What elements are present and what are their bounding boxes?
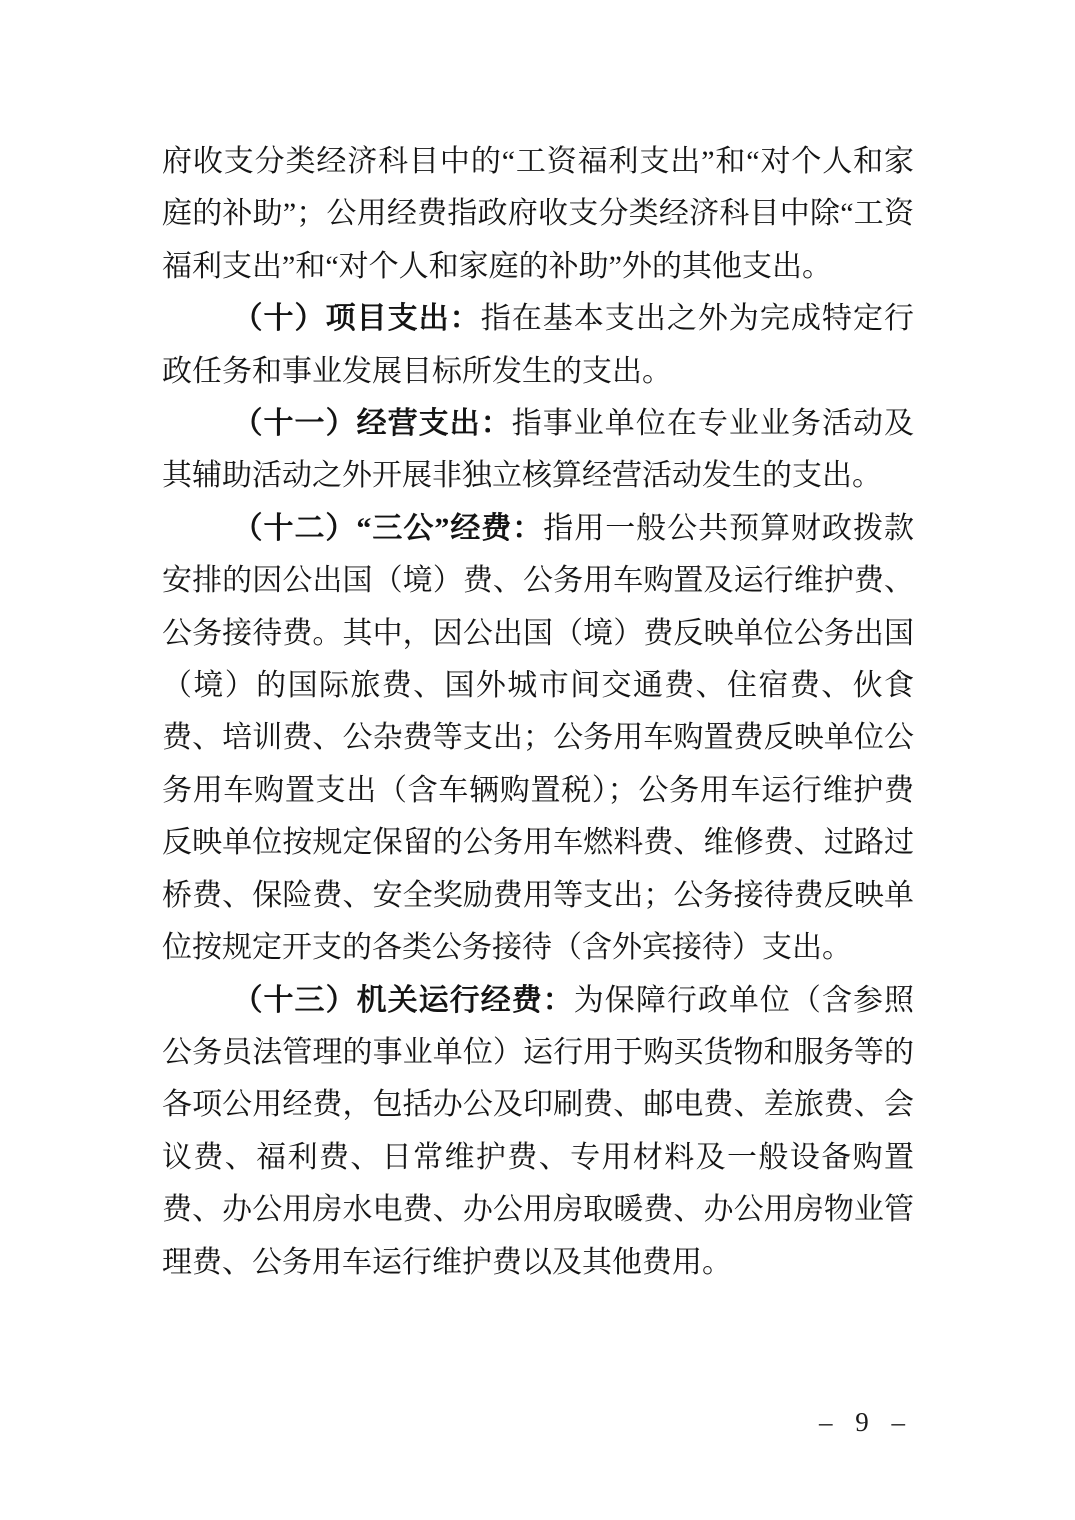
page-number: – 9 – [819,1407,913,1437]
paragraph [162,398,914,503]
paragraph-text: 为保障行政单位（含参照公务员法管理的事业单位）运行用于购买货物和服务等的各项公用经费，包括办公及印刷费、邮电费、差旅费、会议费、福利费、日常维护费、专用材料及一般设备购置费、办公用房水电费、办公用房取暖费、办公用房物业管理费、公务用车运行维护费以及其他费用。 [162,983,915,1279]
paragraph [162,293,914,398]
paragraph-heading: （十一）经营支出： [232,407,512,441]
paragraph-heading: （十）项目支出： [232,302,481,336]
paragraph-text: 指在基本支出之外为完成特定行政任务和事业发展目标所发生的支出。 [162,302,915,388]
paragraph-heading: （十二）“三公”经费： [232,511,544,545]
paragraph [162,975,914,1289]
paragraph-text: 指用一般公共预算财政拨款安排的因公出国（境）费、公务用车购置及运行维护费、公务接待费。其中，因公出国（境）费反映单位公务出国（境）的国际旅费、国外城市间交通费、住宿费、伙食费、培训费、公杂费等支出；公务用车购置费反映单位公务用车购置支出（含车辆购置税）；公务用车运行维护费反映单位按规定保留的公务用车燃料费、维修费、过路过桥费、保险费、安全奖励费用等支出；公务接待费反映单位按规定开支的各类公务接待（含外宾接待）支出。 [162,511,914,965]
paragraph-text: 府收支分类经济科目中的“工资福利支出”和“对个人和家庭的补助”；公用经费指政府收支分类经济科目中除“工资福利支出”和“对个人和家庭的补助”外的其他支出。 [162,145,914,283]
paragraph [162,503,914,975]
paragraph [162,136,914,293]
paragraph-text: 指事业单位在专业业务活动及其辅助活动之外开展非独立核算经营活动发生的支出。 [162,407,915,493]
document-body [162,136,914,1289]
paragraph-heading: （十三）机关运行经费： [232,983,574,1017]
